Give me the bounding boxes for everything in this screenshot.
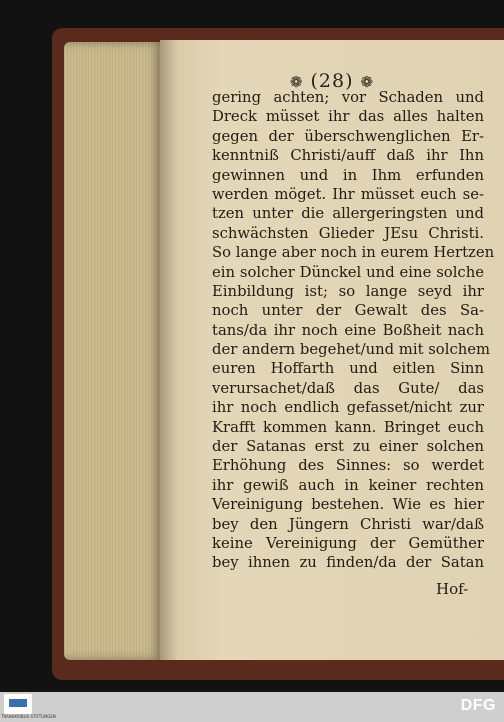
text-line: der andern begehet/und mit solchem	[212, 341, 491, 359]
text-line: tans/da ihr noch eine Boßheit nach	[212, 321, 484, 339]
text-line: verursachet/daß das Gute/ das	[212, 379, 484, 397]
text-line: der Satanas erst zu einer solchen	[212, 438, 484, 456]
dfg-logo: DFG	[460, 697, 496, 714]
text-line: bey ihnen zu finden/da der Satan	[212, 554, 484, 572]
library-logo-text: TRANSKRIBUS STIFTUNGEN	[1, 714, 56, 719]
text-line: euren Hoffarth und eitlen Sinn	[212, 360, 484, 378]
text-line: schwächsten Glieder JEsu Christi.	[212, 224, 484, 242]
text-line: Einbildung ist; so lange seyd ihr	[212, 282, 484, 300]
text-line: gewinnen und in Ihm erfunden	[212, 166, 484, 184]
text-line: werden möget. Ihr müsset euch se-	[212, 185, 484, 203]
text-line: Dreck müsset ihr das alles halten	[212, 108, 484, 126]
page-edges	[64, 42, 164, 660]
text-line: Vereinigung bestehen. Wie es hier	[212, 496, 484, 514]
text-line: gering achten; vor Schaden und	[212, 89, 484, 106]
page-text	[212, 88, 495, 573]
text-line: kenntniß Christi/auff daß ihr Ihn	[212, 147, 484, 165]
footer-bar	[0, 692, 504, 722]
library-logo-icon	[4, 694, 32, 714]
text-line: ihr noch endlich gefasset/nicht zur	[212, 399, 484, 417]
page-number: (28)	[310, 70, 354, 92]
text-line: gegen der überschwenglichen Er-	[212, 127, 484, 145]
text-line: ein solcher Dünckel und eine solche	[212, 263, 484, 281]
text-line: tzen unter die allergeringsten und	[212, 205, 484, 223]
text-line: noch unter der Gewalt des Sa-	[212, 302, 484, 320]
ornament-left-icon: ❁	[289, 73, 304, 91]
text-line: keine Vereinigung der Gemüther	[212, 534, 484, 552]
ornament-right-icon: ❁	[360, 73, 375, 91]
text-line: Krafft kommen kann. Bringet euch	[212, 418, 484, 436]
text-line: bey den Jüngern Christi war/daß	[212, 515, 484, 533]
text-line: Erhöhung des Sinnes: so werdet	[212, 457, 484, 475]
text-line: ihr gewiß auch in keiner rechten	[212, 476, 484, 494]
text-line: So lange aber noch in eurem Hertzen	[212, 244, 495, 262]
catchword: Hof-	[436, 580, 469, 598]
